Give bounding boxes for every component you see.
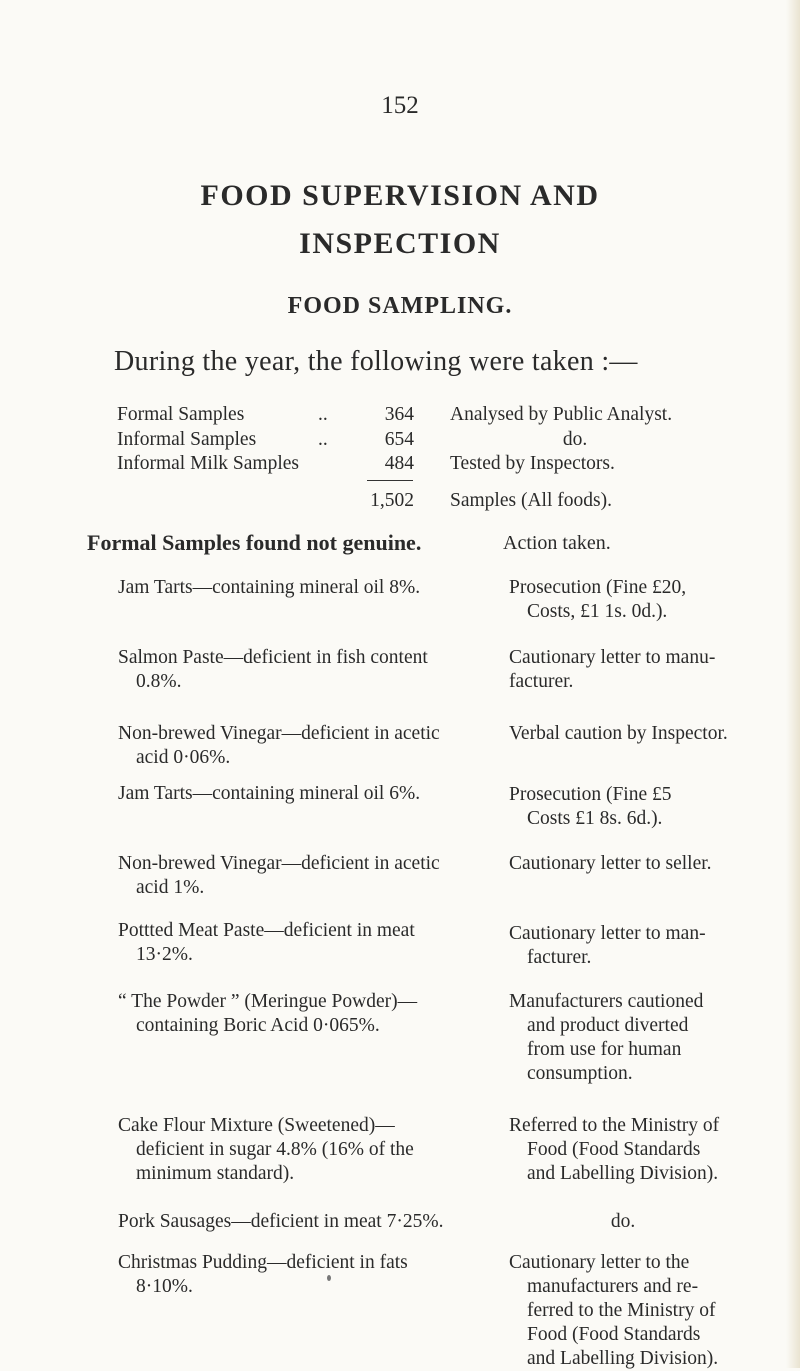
finding-potted-meat-paste (118, 919, 463, 967)
summary-total-count: 1,502 (370, 490, 414, 511)
action-line: Prosecution (Fine £5 (509, 784, 672, 805)
summary-label: Informal Milk Samples (117, 453, 299, 474)
action-line: Prosecution (Fine £20, (509, 577, 687, 598)
action-line: Cautionary letter to manu- (509, 647, 716, 668)
action-cautionary-referred (509, 1251, 737, 1371)
finding-line: Pork Sausages—deficient in meat 7·25%. (118, 1211, 444, 1232)
section-title: FOOD SAMPLING. (287, 293, 513, 319)
findings-heading: Formal Samples found not genuine. (87, 530, 422, 555)
action-referred-ministry (509, 1114, 737, 1186)
finding-vinegar-1 (118, 852, 463, 900)
finding-line: 0.8%. (136, 671, 182, 692)
action-line: facturer. (509, 671, 574, 692)
action-manufacturers-cautioned (509, 990, 737, 1086)
summary-note: Analysed by Public Analyst. (450, 404, 673, 425)
action-line: from use for human (527, 1039, 682, 1060)
finding-line: Non-brewed Vinegar—deficient in acetic (118, 723, 440, 744)
action-line: Cautionary letter to the (509, 1252, 690, 1273)
finding-line: Non-brewed Vinegar—deficient in acetic (118, 853, 440, 874)
title-line-2: INSPECTION (299, 227, 501, 260)
finding-cake-flour (118, 1114, 463, 1186)
intro-text: During the year, the following were taken :— (114, 346, 638, 377)
finding-line: acid 0·06%. (136, 747, 231, 768)
finding-line: Jam Tarts—containing mineral oil 8%. (118, 577, 421, 598)
page-number: 152 (381, 92, 419, 119)
action-line: Costs, £1 1s. 0d.). (527, 601, 668, 622)
actions-heading: Action taken. (503, 532, 611, 554)
finding-line: acid 1%. (136, 877, 205, 898)
summary-note: do. (562, 429, 588, 450)
finding-line: Salmon Paste—deficient in fish content (118, 647, 428, 668)
finding-line: minimum standard). (136, 1163, 295, 1184)
action-line: Cautionary letter to man- (509, 923, 706, 944)
finding-line: 8·10%. (136, 1276, 193, 1297)
action-cautionary-manufacturer (509, 646, 737, 694)
summary-count: 654 (384, 429, 414, 450)
finding-jam-tarts-6 (118, 782, 463, 806)
summary-row-informal (0, 429, 800, 455)
action-prosecution-20 (509, 576, 737, 624)
action-line: Cautionary letter to seller. (509, 853, 712, 874)
action-line: Food (Food Standards (527, 1139, 701, 1160)
summary-leader-dots: .. (318, 429, 328, 450)
action-cautionary-seller (509, 852, 737, 876)
ink-speck (327, 1275, 331, 1281)
finding-line: Jam Tarts—containing mineral oil 6%. (118, 783, 421, 804)
finding-jam-tarts-8 (118, 576, 463, 600)
page-edge-shading (786, 0, 800, 1368)
action-line: Manufacturers cautioned (509, 991, 704, 1012)
summary-label: Formal Samples (117, 404, 245, 425)
action-line: Referred to the Ministry of (509, 1115, 720, 1136)
finding-line: deficient in sugar 4.8% (16% of the (136, 1139, 414, 1160)
finding-meringue-powder (118, 990, 463, 1038)
finding-christmas-pudding (118, 1251, 463, 1299)
action-ditto (509, 1210, 737, 1234)
summary-count: 364 (384, 404, 414, 425)
finding-line: Christmas Pudding—deficient in fats (118, 1252, 408, 1273)
summary-total-note: Samples (All foods). (450, 490, 612, 511)
action-verbal-caution (509, 722, 737, 746)
action-line: Verbal caution by Inspector. (509, 723, 728, 744)
summary-leader-dots: .. (318, 404, 328, 425)
action-line: Food (Food Standards (527, 1324, 701, 1345)
summary-note: Tested by Inspectors. (450, 453, 615, 474)
finding-line: Cake Flour Mixture (Sweetened)— (118, 1115, 395, 1136)
finding-salmon-paste (118, 646, 463, 694)
summary-total-rule (367, 480, 413, 481)
summary-count: 484 (384, 453, 414, 474)
finding-line: “ The Powder ” (Meringue Powder)— (118, 991, 418, 1012)
action-cautionary-manfacturer (509, 922, 737, 970)
summary-row-total (0, 490, 800, 516)
action-line: ferred to the Ministry of (527, 1300, 716, 1321)
action-line: manufacturers and re- (527, 1276, 699, 1297)
finding-line: containing Boric Acid 0·065%. (136, 1015, 380, 1036)
finding-line: Pottted Meat Paste—deficient in meat (118, 920, 415, 941)
action-line: Costs £1 8s. 6d.). (527, 808, 663, 829)
action-line: and Labelling Division). (527, 1348, 719, 1369)
action-line: consumption. (527, 1063, 633, 1084)
summary-row-formal (0, 404, 800, 430)
action-line: and product diverted (527, 1015, 689, 1036)
finding-line: 13·2%. (136, 944, 193, 965)
finding-pork-sausages (118, 1210, 463, 1234)
page-title (100, 172, 700, 268)
action-prosecution-5 (509, 783, 737, 831)
title-line-1: FOOD SUPERVISION AND (200, 179, 600, 212)
action-line: facturer. (527, 947, 592, 968)
action-line: and Labelling Division). (527, 1163, 719, 1184)
action-line: do. (610, 1211, 636, 1232)
summary-row-milk (0, 453, 800, 479)
finding-vinegar-006 (118, 722, 463, 770)
summary-label: Informal Samples (117, 429, 257, 450)
